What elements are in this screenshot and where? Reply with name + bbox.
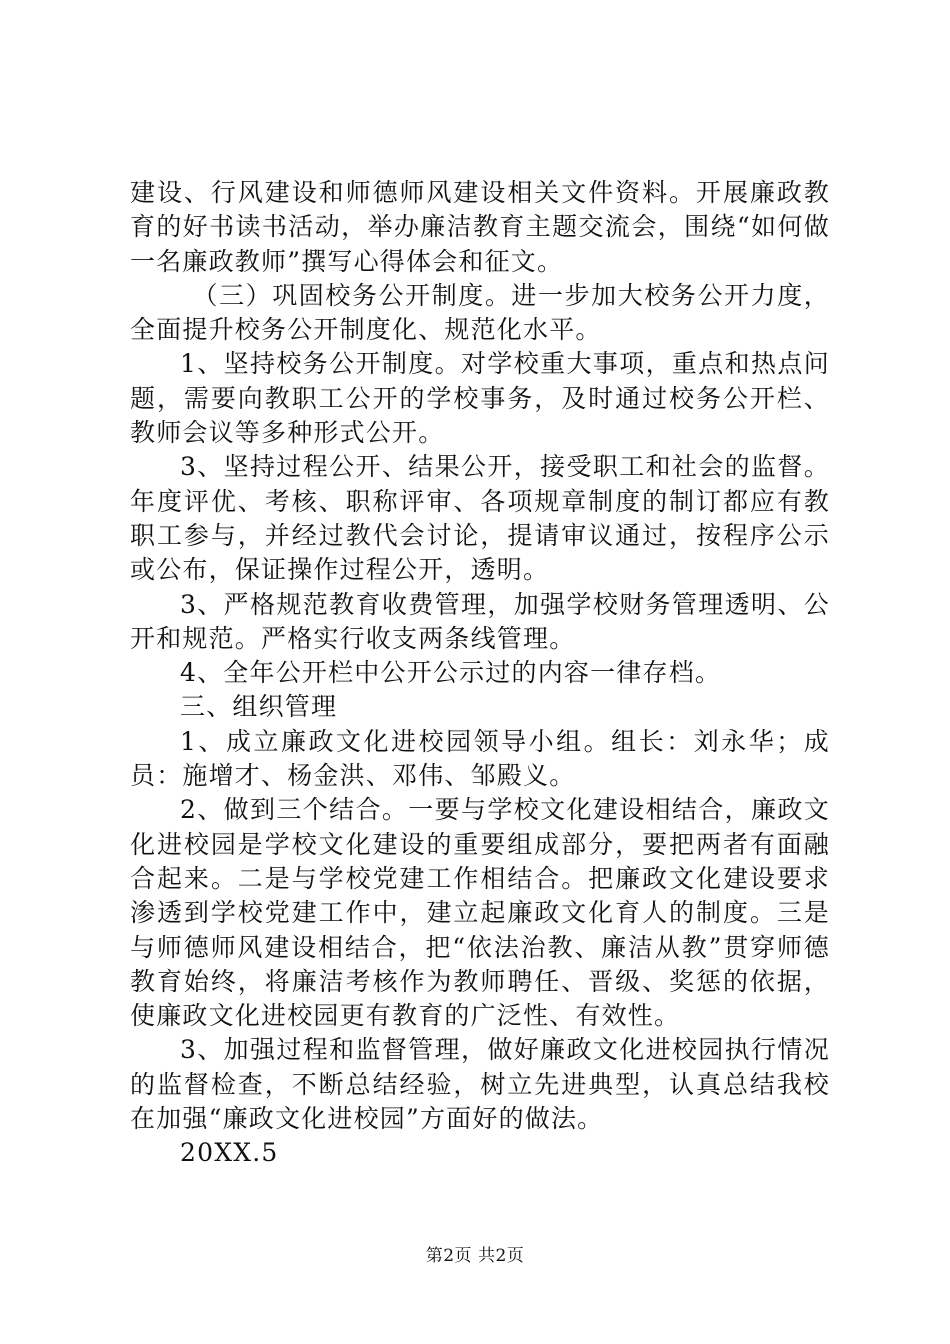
paragraph-item-4: 4、全年公开栏中公开公示过的内容一律存档。: [180, 658, 722, 688]
paragraph-item-1: 1、坚持校务公开制度。对学校重大事项，重点和热点问题，需要向教职工公开的学校事务，及时通过校务公开栏、教师会议等多种形式公开。: [130, 349, 830, 448]
paragraph-org-item-2: 2、做到三个结合。一要与学校文化建设相结合，廉政文化进校园是学校文化建设的重要组成部分，要把两者有面融合起来。二是与学校党建工作相结合。把廉政文化建设要求渗透到学校党建工作中，建立起廉政文化育人的制度。三是与师德师风建设相结合，把“依法治教、廉洁从教”贯穿师德教育始终，将廉洁考核作为教师聘任、晋级、奖惩的依据，使廉政文化进校园更有教育的广泛性、有效性。: [130, 795, 830, 1031]
paragraph-org-item-3: 3、加强过程和监督管理，做好廉政文化进校园执行情况的监督检查，不断总结经验，树立先进典型，认真总结我校在加强“廉政文化进校园”方面好的做法。: [130, 1035, 830, 1134]
document-date: 20XX.5: [180, 1138, 279, 1168]
section-heading-organization: 三、组织管理: [180, 692, 338, 722]
document-body: [130, 176, 830, 1171]
paragraph-item-3b: 3、严格规范教育收费管理，加强学校财务管理透明、公开和规范。严格实行收支两条线管理。: [130, 589, 830, 653]
paragraph-section-three: （三）巩固校务公开制度。进一步加大校务公开力度，全面提升校务公开制度化、规范化水平。: [130, 280, 830, 345]
page-number-footer: 第2页 共2页: [425, 1246, 525, 1266]
paragraph-org-item-1: 1、成立廉政文化进校园领导小组。组长：刘永华；成员：施增才、杨金洪、邓伟、邹殿义。: [130, 726, 830, 791]
paragraph-item-3a: 3、坚持过程公开、结果公开，接受职工和社会的监督。年度评优、考核、职称评审、各项规章制度的制订都应有教职工参与，并经过教代会讨论，提请审议通过，按程序公示或公布，保证操作过程公开，透明。: [130, 452, 830, 585]
paragraph-continuation: 建设、行风建设和师德师风建设相关文件资料。开展廉政教育的好书读书活动，举办廉洁教育主题交流会，围绕“如何做一名廉政教师”撰写心得体会和征文。: [130, 178, 830, 276]
